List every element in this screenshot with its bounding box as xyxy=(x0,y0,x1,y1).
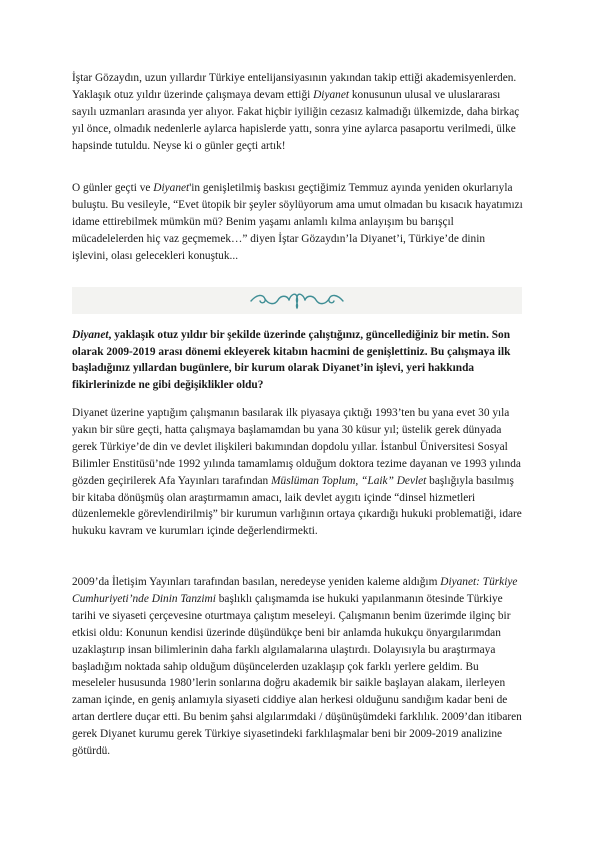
answer2-italic-book-title: Diyanet: Türkiye Cumhuriyeti’nde Dinin Tanzimi xyxy=(72,576,518,605)
answer-paragraph-2 xyxy=(72,574,524,760)
intro-italic-diyanet: Diyanet xyxy=(313,88,350,101)
intro-paragraph xyxy=(72,70,524,155)
para2-text-part2: 'in genişletilmiş baskısı geçtiğimiz Temmuz ayında yeniden okurlarıyla buluştu. Bu vesileyle, “Evet ütopik bir şeyler söylüyorum ama umut olmadan bu kısacık hayatımızı idame ettirebilmek mümkün mü? Benim yaşamı anlamlı kılma anlayışım bu barışçıl mücadelelerden hiç vaz geçmemek…” diyen İştar Gözaydın’la Diyanet’i, Türkiye’de dinin işlevini, olası gelecekleri konuştuk... xyxy=(72,182,523,262)
answer1-text-part2: başlığıyla basılmış bir kitaba dönüşmüş olan araştırmamın amacı, laik devlet aygıtı içinde “dinsel hizmetleri düzenlemekle görevlendirilmiş” bir kurumun varlığının ortaya çıkardığı hukuki problematiği, idare hukuku kavram ve kurumları içinde değerlendirmekti. xyxy=(72,474,522,538)
ornamental-flourish-icon xyxy=(247,288,347,313)
intro-text-part1: İştar Gözaydın, uzun yıllardır Türkiye entelijansiyasının yakından takip ettiği akademisyenlerden. Yaklaşık otuz yıldır üzerinde çalışmaya devam ettiği xyxy=(72,72,517,101)
answer-paragraph-1 xyxy=(72,405,524,540)
question-italic-diyanet: Diyanet xyxy=(72,329,109,341)
interview-question xyxy=(72,327,524,393)
answer1-text-part1: Diyanet üzerine yaptığım çalışmanın basılarak ilk piyasaya çıktığı 1993’ten bu yana evet 30 yıla yakın bir süre geçti, hatta çalışmaya başlamamdan bu yana 30 küsur yıl; üstelik gerek dünyada gerek Türkiye’de din ve devlet ilişkileri bakımından dopdolu yıllar. İstanbul Üniversitesi Sosyal Bilimler Enstitüsü’nde 1992 yılında tamamlamış olduğum doktora tezime dayanan ve 1993 yılında gözden geçirilerek Afa Yayınları tarafından xyxy=(72,407,521,487)
answer2-text-part1: 2009’da İletişim Yayınları tarafından basılan, neredeyse yeniden kaleme aldığım xyxy=(72,576,441,588)
answer2-text-part2: başlıklı çalışmamda ise hukuki yapılanmanın ötesinde Türkiye tarihi ve siyaseti çerçevesine oturtmaya çalıştım meseleyi. Çalışmanın benim üzerimde ilginç bir etkisi oldu: Konunun kendisi üzerinde düşündükçe beni bir anlamda hukukçu önyargılarımdan uzaklaştırıp insan bilimlerinin daha farklı algılamalarına ulaştırdı. Dolayısıyla bu araştırmaya başladığım noktada sahip olduğum düşüncelerden uzaklaşıp çok farklı yerlere geldim. Bu meseleler hususunda 1980’lerin sonlarına doğru akademik bir saikle başlayan alakam, ilerleyen zaman içinde, en geniş anlamıyla siyaseti ciddiye alan herkesi olduğunu sandığım kadar beni de artan dertlere duçar etti. Bu benim şahsi algılarımdaki / düşünüşümdeki farklılık. 2009’dan itibaren gerek Diyanet kurumu gerek Türkiye siyasetindeki farklılaşmalar beni bir 2009-2019 analizine götürdü. xyxy=(72,592,522,758)
intro-text-part2: konusunun ulusal ve uluslararası sayılı uzmanları arasında yer alıyor. Fakat hiçbir iyiliğin cezasız kalmadığı ülkemizde, daha birkaç yıl önce, olmadık nedenlerle aylarca hapislerde yattı, sonra yine aylarca pasaportu verilmedi, ülke hapsinde tutuldu. Neyse ki o günler geçti artık! xyxy=(72,88,520,152)
para2-italic-diyanet: Diyanet xyxy=(153,182,190,194)
para2-text-part1: O günler geçti ve xyxy=(72,182,154,194)
question-text: , yaklaşık otuz yıldır bir şekilde üzerinde çalıştığınız, güncellediğiniz bir metin. Son olarak 2009-2019 arası dönemi ekleyerek kitabın hacmini de genişlettiniz. Bu çalışmaya ilk başladığınız yıllardan bugünlere, bir kurum olarak Diyanet’in işlevi, yeri hakkında fikirlerinizde ne gibi değişiklikler oldu? xyxy=(72,329,511,391)
answer1-italic-book-title: Müslüman Toplum, “Laik” Devlet xyxy=(271,474,427,487)
section-divider xyxy=(72,287,522,314)
second-paragraph xyxy=(72,180,524,265)
